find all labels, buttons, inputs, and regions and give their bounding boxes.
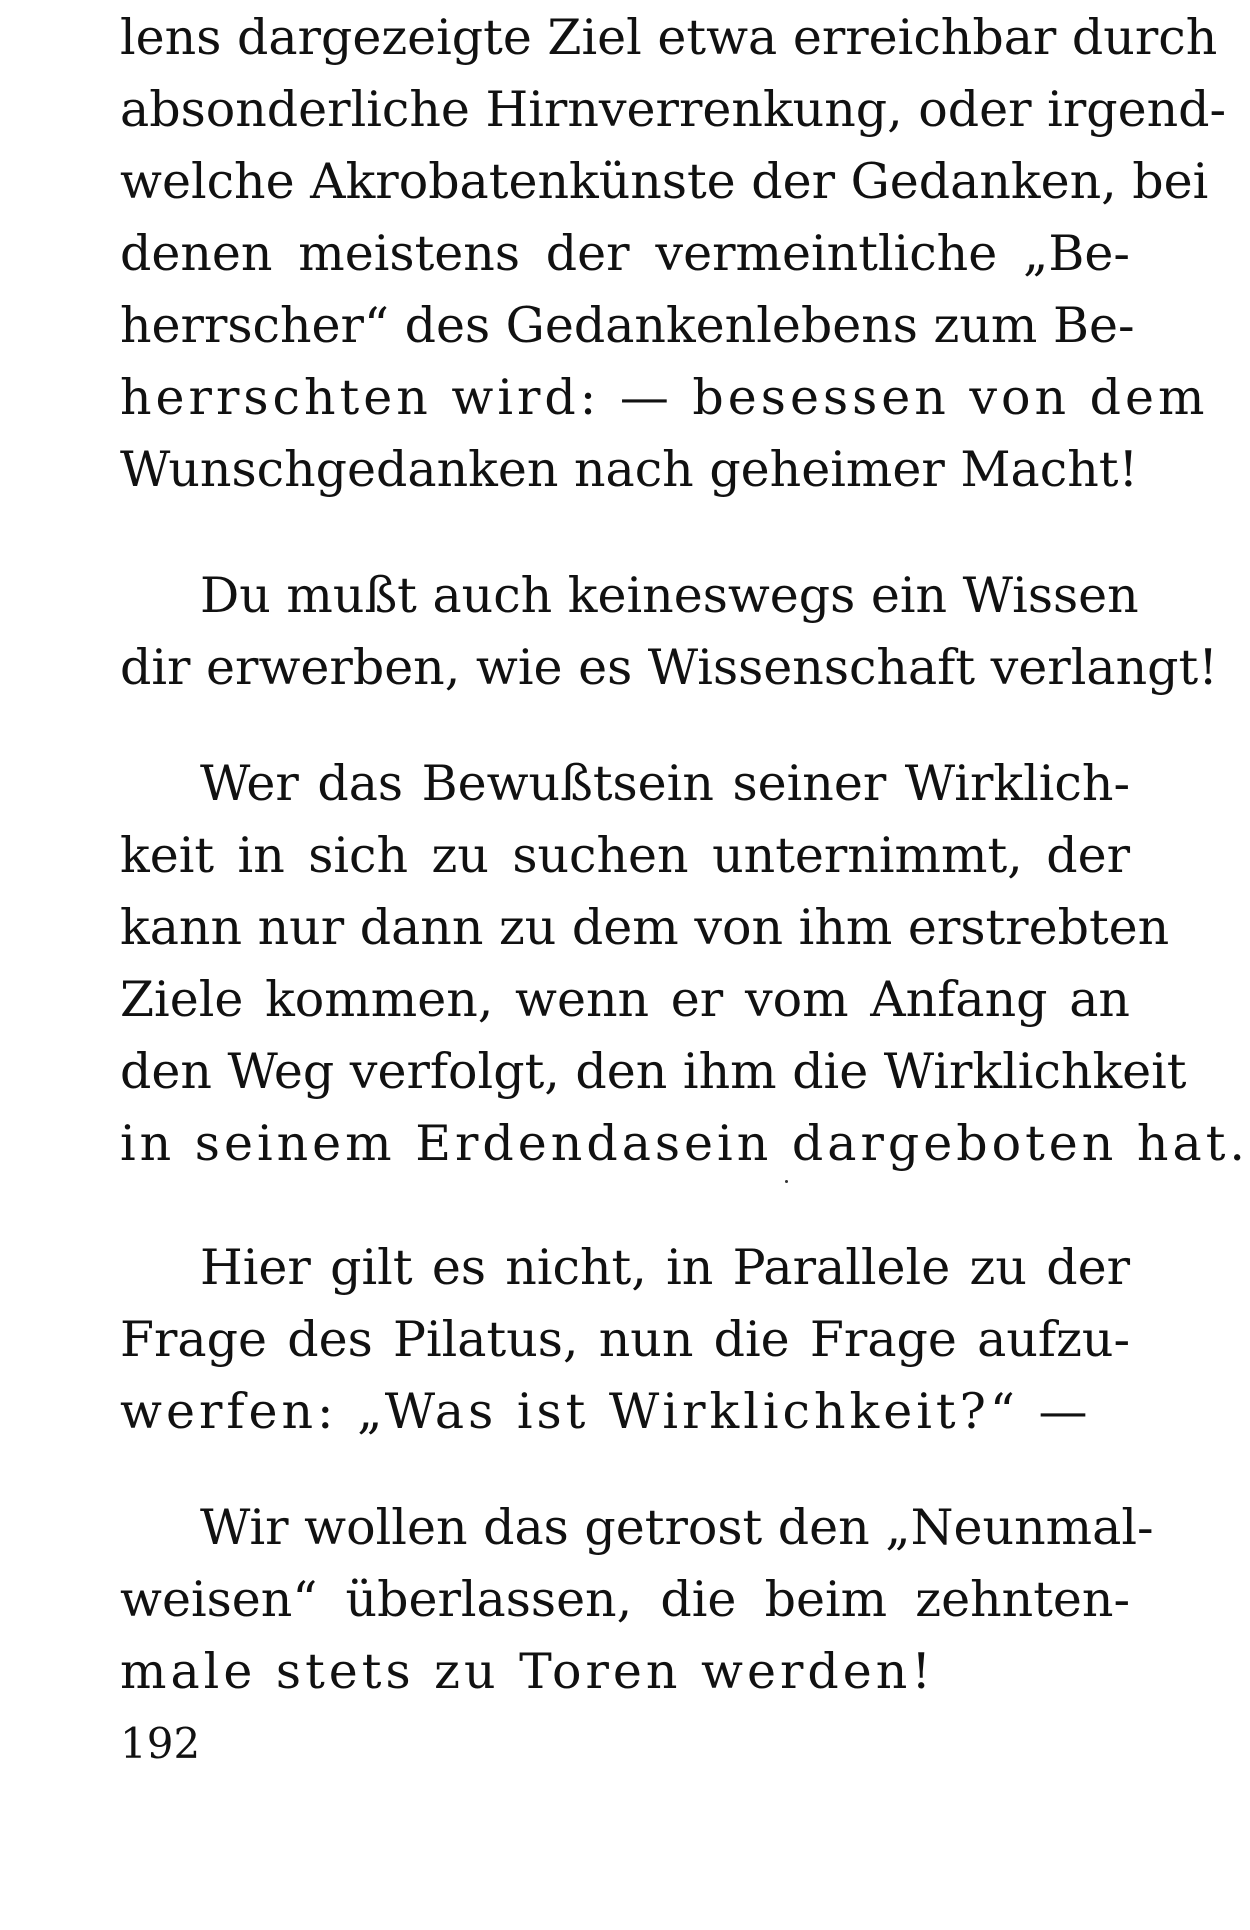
text-line: Wunschgedanken nach geheimer Macht!	[120, 441, 1139, 498]
page-number: 192	[120, 1719, 201, 1768]
text-line: werfen: „Was ist Wirklichkeit?“ —	[120, 1383, 1092, 1440]
text-line: absonderliche Hirnverrenkung, oder irgend-	[120, 81, 1227, 138]
text-line: Frage des Pilatus, nun die Frage aufzu-	[120, 1311, 1130, 1368]
print-speck	[785, 1180, 788, 1183]
text-line: dir erwerben, wie es Wissenschaft verlangt!	[120, 639, 1218, 696]
text-line: in seinem Erdendasein dargeboten hat.	[120, 1115, 1249, 1172]
text-line: den Weg verfolgt, den ihm die Wirklichkeit	[120, 1043, 1187, 1100]
text-line: keit in sich zu suchen unternimmt, der	[120, 827, 1130, 884]
text-line: Du mußt auch keineswegs ein Wissen	[200, 567, 1139, 624]
text-line: denen meistens der vermeintliche „Be-	[120, 225, 1130, 282]
text-line: lens dargezeigte Ziel etwa erreichbar durch	[120, 9, 1218, 66]
text-line: Wer das Bewußtsein seiner Wirklich-	[200, 755, 1130, 812]
text-line: kann nur dann zu dem von ihm erstrebten	[120, 899, 1170, 956]
text-line: herrschten wird: — besessen von dem	[120, 369, 1209, 426]
text-line: welche Akrobatenkünste der Gedanken, bei	[120, 153, 1209, 210]
text-line: male stets zu Toren werden!	[120, 1643, 936, 1700]
book-page	[120, 0, 1249, 1930]
text-line: weisen“ überlassen, die beim zehnten-	[120, 1571, 1130, 1628]
text-line: herrscher“ des Gedankenlebens zum Be-	[120, 297, 1135, 354]
text-line: Hier gilt es nicht, in Parallele zu der	[200, 1239, 1130, 1296]
text-line: Wir wollen das getrost den „Neunmal-	[200, 1499, 1154, 1556]
text-line: Ziele kommen, wenn er vom Anfang an	[120, 971, 1130, 1028]
